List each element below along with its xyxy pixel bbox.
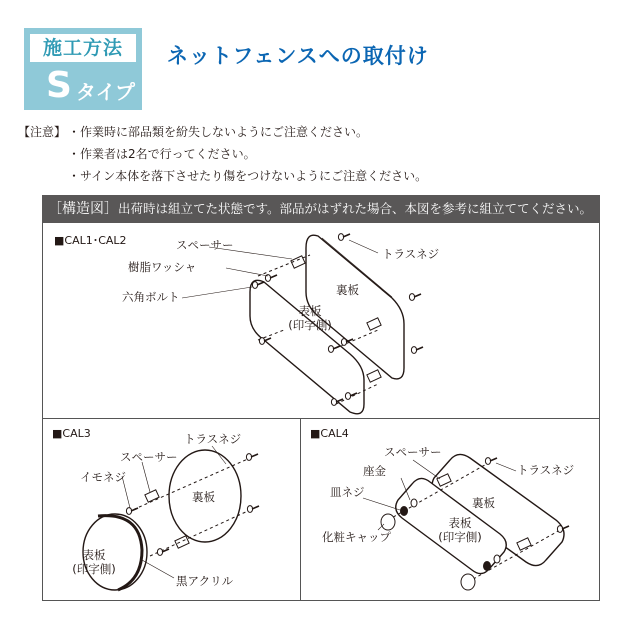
cal12-spacer-label: スペーサー — [176, 238, 234, 252]
cal3-spacer-label: スペーサー — [120, 450, 178, 464]
cal3-back-label: 裏板 — [192, 490, 215, 504]
cal4-flat-screw-label: 皿ネジ — [330, 485, 365, 499]
cal3-front-sub-label: (印字側) — [72, 562, 116, 576]
cal4-spacer-label: スペーサー — [384, 445, 442, 459]
structure-tag: ［構造図］ — [48, 201, 118, 217]
cal3-model-label: ■CAL3 — [52, 427, 91, 440]
cal12-washer-label: 樹脂ワッシャ — [128, 260, 197, 274]
caution-heading: 【注意】 — [18, 125, 67, 139]
structure-text: 出荷時は組立てた状態です。部品がはずれた場合、本図を参考に組立ててください。 — [118, 201, 593, 216]
cal3-front-label: 表板 — [82, 548, 106, 562]
cal4-front-sub-label: (印字側) — [438, 530, 482, 544]
badge-heading: 施工方法 — [30, 34, 136, 62]
cal4-washer-label: 座金 — [363, 464, 386, 478]
cal12-screw-label: トラスネジ — [382, 247, 440, 261]
cal4-back-label: 裏板 — [472, 496, 495, 510]
cal12-back-label: 裏板 — [336, 283, 359, 297]
cal12-model-label: ■CAL1･CAL2 — [54, 234, 127, 247]
cal12-front-label: 表板 — [298, 304, 322, 318]
cal4-cap-label: 化粧キャップ — [322, 530, 391, 544]
cal4-front-label: 表板 — [448, 516, 472, 530]
caution-line: ・サイン本体を落下させたり傷をつけないようにご注意ください。 — [68, 169, 428, 183]
caution-line: ・作業時に部品類を紛失しないようにご注意ください。 — [68, 125, 369, 139]
cal4-screw-label: トラスネジ — [517, 463, 575, 477]
cal3-acrylic-label: 黒アクリル — [176, 574, 234, 588]
page-title: ネットフェンスへの取付け — [167, 44, 429, 68]
cal3-imo-label: イモネジ — [80, 470, 126, 484]
cal4-model-label: ■CAL4 — [310, 427, 349, 440]
cal12-front-sub-label: (印字側) — [288, 318, 332, 332]
cal3-screw-label: トラスネジ — [184, 432, 242, 446]
caution-line: ・作業者は2名で行ってください。 — [68, 147, 256, 161]
badge-type-label: タイプ — [76, 80, 135, 104]
badge-type-letter: S — [46, 65, 72, 106]
cal12-bolt-label: 六角ボルト — [122, 290, 180, 304]
